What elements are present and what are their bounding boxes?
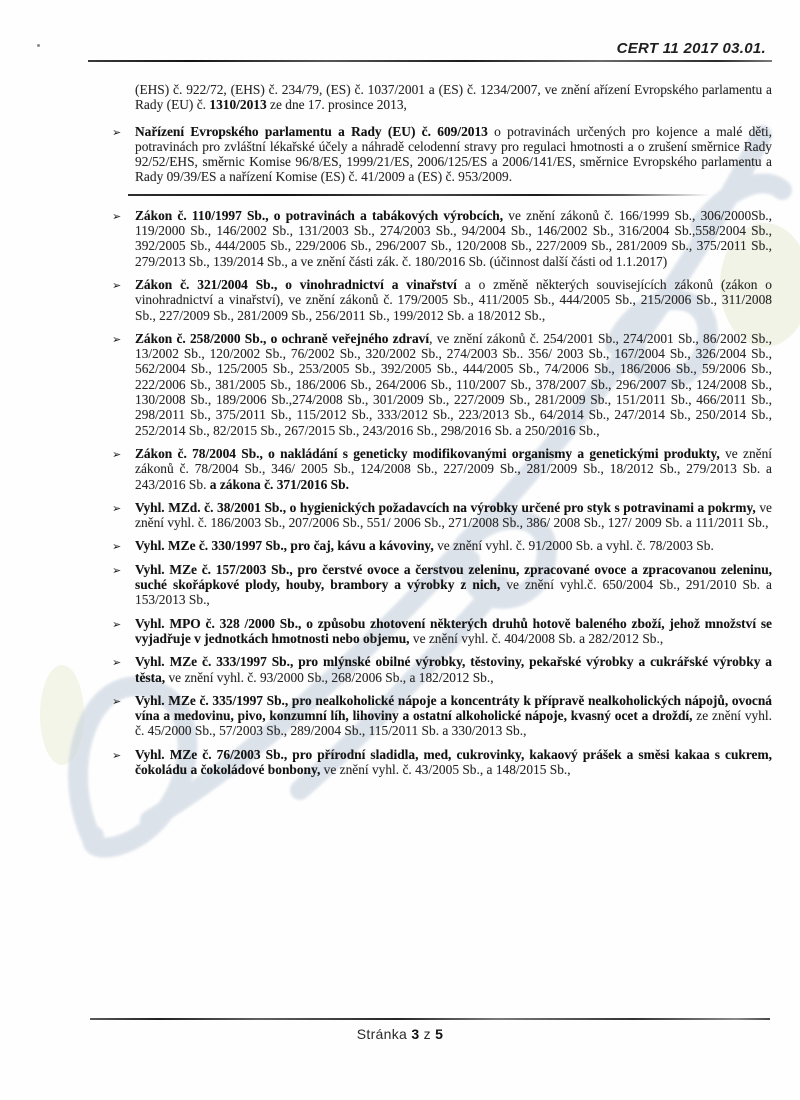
text-run-bold: a zákona č. 371/2016 Sb. [209, 476, 349, 492]
bullet-arrow-icon: ➢ [112, 540, 122, 554]
text-run-bold: Vyhl. MPO č. 328 /2000 Sb., o způsobu zhotovení některých druhů hotově baleného zboží, jehož množství se vyjadřuje v jednotkách hmotnosti nebo objemu, [135, 615, 772, 646]
text-run: ve znění vyhl. č. 186/2003 Sb., 207/2006 Sb., 551/ 2006 Sb., 271/2008 Sb., 386/ 2008 Sb., 127/ 2009 Sb. a 111/2011 Sb., [135, 499, 772, 531]
list-item [112, 277, 772, 323]
page-number [0, 1026, 800, 1042]
text-run-bold: Vyhl. MZe č. 335/1997 Sb., pro nealkoholické nápoje a koncentráty k přípravě nealkoholických nápojů, ovocná vína a medovinu, pivo, konzumní líh, lihoviny a ostatní alkoholické nápoje, kvasný ocet a droždí, [135, 692, 772, 724]
eu-regulation-list [112, 124, 772, 185]
text-run: ve znění zákonů č. 166/1999 Sb., 306/2000Sb., 119/2000 Sb., 146/2002 Sb., 131/2003 Sb., 274/2003 Sb., 94/2004 Sb., 146/2002 Sb., 316/2004 Sb.,558/2004 Sb., 392/2005 Sb., 444/2005 Sb., 229/2006 Sb., 296/2007 Sb., 120/2008 Sb., 227/2009 Sb., 281/2009 Sb., 375/2011 Sb., 279/2013 Sb., 139/2014 Sb., a ve znění části zák. č. 180/2016 Sb. (účinnost další části od 1.1.2017) [135, 207, 772, 269]
text-run: ve znění vyhl. č. 91/2000 Sb. a vyhl. č. 78/2003 Sb. [433, 538, 714, 554]
list-item-text [135, 747, 772, 778]
law-list [112, 208, 772, 778]
bullet-arrow-icon: ➢ [112, 656, 122, 670]
text-run: ze znění vyhl. č. 45/2000 Sb., 57/2003 Sb., 289/2004 Sb., 115/2011 Sb. a 330/2013 Sb., [135, 708, 772, 739]
text-run: ve znění vyhl. č. 43/2005 Sb., a 148/2015 Sb., [320, 761, 571, 777]
text-run: ve znění zákonů č. 78/2004 Sb., 346/ 2005 Sb., 124/2008 Sb., 227/2009 Sb., 281/2009 Sb., 18/2012 Sb., 279/2013 Sb. a 243/2016 Sb. [135, 445, 772, 492]
bullet-arrow-icon: ➢ [112, 447, 122, 461]
list-item [112, 562, 772, 608]
list-item [112, 693, 772, 739]
text-run: o potravinách určených pro kojence a malé děti, potravinách pro zvláštní lékařské účely a náhradě celodenní stravy pro regulaci hmotnosti a o zrušení směrnice Rady 92/52/EHS, směrnic Komise 96/8/ES, 1999/21/ES, 2006/125/ES a 2006/141/ES, směrnice Evropského parlamentu a Rady 09/39/ES a nařízení Komise (ES) č. 41/2009 a (ES) č. 953/2009. [135, 123, 772, 185]
list-item [112, 446, 772, 492]
text-run-bold: 1310/2013 [209, 97, 267, 113]
bullet-arrow-icon: ➢ [112, 501, 122, 515]
bullet-arrow-icon: ➢ [112, 563, 122, 577]
bullet-arrow-icon: ➢ [112, 278, 122, 292]
text-run-bold: Zákon č. 110/1997 Sb., o potravinách a tabákových výrobcích, [135, 207, 504, 223]
text-run: , ve znění zákonů č. 254/2001 Sb., 274/2001 Sb., 86/2002 Sb., 13/2002 Sb., 120/2002 Sb., 76/2002 Sb., 320/2002 Sb., 274/2003 Sb.. 356/ 2003 Sb., 167/2004 Sb., 326/2004 Sb., 562/2004 Sb., 125/2005 Sb., 253/2005 Sb., 392/2005 Sb., 444/2005 Sb., 74/2006 Sb., 186/2006 Sb., 59/2006 Sb., 222/2006 Sb., 381/2005 Sb., 186/2006 Sb., 264/2006 Sb., 110/2007 Sb., 378/2007 Sb., 296/2007 Sb., 124/2008 Sb., 130/2008 Sb., 189/2006 Sb.,274/2008 Sb., 301/2009 Sb., 227/2009 Sb., 281/2009 Sb., 151/2011 Sb., 466/2011 Sb., 298/2011 Sb., 375/2011 Sb., 115/2012 Sb., 333/2012 Sb., 223/2013 Sb., 64/2014 Sb., 247/2014 Sb., 250/2014 Sb., 252/2014 Sb., 82/2015 Sb., 267/2015 Sb., 243/2016 Sb., 298/2016 Sb. a 250/2016 Sb., [135, 330, 772, 438]
document-body [112, 82, 772, 785]
text-run: ve znění vyhl.č. 650/2004 Sb., 291/2010 Sb. a 153/2013 Sb., [135, 577, 772, 608]
text-run-bold: Zákon č. 258/2000 Sb., o ochraně veřejného zdraví [135, 330, 430, 346]
page-number-label: Stránka [356, 1026, 408, 1042]
text-run: ze dne 17. prosince 2013, [266, 97, 407, 113]
page-number-current: 3 [411, 1026, 420, 1042]
bullet-arrow-icon: ➢ [112, 748, 122, 762]
list-item [112, 616, 772, 647]
list-item-text [135, 654, 772, 685]
list-item-text [135, 538, 772, 553]
page-number-separator: z [423, 1026, 431, 1042]
text-run-bold: Vyhl. MZe č. 333/1997 Sb., pro mlýnské obilné výrobky, těstoviny, pekařské výrobky a cukrářské výrobky a těsta, [135, 654, 772, 685]
list-item-text [135, 693, 772, 739]
text-run-bold: Vyhl. MZe č. 76/2003 Sb., pro přírodní sladidla, med, cukrovinky, kakaový prášek a směsi kakaa s cukrem, čokoládu a čokoládové bonbony, [135, 746, 772, 777]
bullet-arrow-icon: ➢ [112, 209, 122, 223]
bullet-arrow-icon: ➢ [112, 332, 122, 346]
bullet-arrow-icon: ➢ [112, 694, 122, 708]
list-item [112, 747, 772, 778]
text-run-bold: Vyhl. MZe č. 330/1997 Sb., pro čaj, kávu a kávoviny, [135, 538, 434, 554]
text-run-bold: Zákon č. 78/2004 Sb., o nakládání s geneticky modifikovanými organismy a genetickými produkty, [135, 445, 720, 461]
list-item-text [135, 562, 772, 608]
list-item-text [135, 331, 772, 438]
document-reference: CERT 11 2017 03.01. [616, 40, 766, 57]
scan-artifact-dot [37, 44, 40, 47]
list-item [112, 654, 772, 685]
text-run-bold: Vyhl. MZe č. 157/2003 Sb., pro čerstvé ovoce a čerstvou zeleninu, zpracované ovoce a zpracovanou zeleninu, suché skořápkové plody, houby, brambory a výrobky z nich, [135, 561, 772, 593]
list-item-text [135, 446, 772, 492]
text-run: a o změně některých souvisejících zákonů (zákon o vinohradnictví a vinařství), ve znění zákonů č. 179/2005 Sb., 411/2005 Sb., 444/2005 Sb., 215/2006 Sb., 311/2008 Sb., 227/2009 Sb., 281/2009 Sb., 256/2011 Sb., 199/2012 Sb. a 18/2012 Sb., [135, 276, 772, 323]
section-rule [128, 194, 710, 196]
text-run: ve znění vyhl. č. 404/2008 Sb. a 282/2012 Sb., [409, 630, 664, 646]
text-run-bold: Zákon č. 321/2004 Sb., o vinohradnictví a vinařství [135, 276, 457, 292]
text-run: (EHS) č. 922/72, (EHS) č. 234/79, (ES) č. 1037/2001 a (ES) č. 1234/2007, ve znění ařízení Evropského parlamentu a Rady (EU) č. [135, 82, 772, 113]
footer-rule [90, 1018, 770, 1020]
list-item-text [135, 208, 772, 269]
page-number-total: 5 [435, 1026, 444, 1042]
list-item-text [135, 124, 772, 185]
list-item-text [135, 500, 772, 531]
text-run-bold: Nařízení Evropského parlamentu a Rady (EU) č. 609/2013 [135, 123, 488, 139]
bullet-arrow-icon: ➢ [112, 617, 122, 631]
text-run-bold: Vyhl. MZd. č. 38/2001 Sb., o hygienických požadavcích na výrobky určené pro styk s potravinami a pokrmy, [135, 499, 756, 515]
bullet-arrow-icon: ➢ [112, 125, 122, 139]
list-item [112, 208, 772, 269]
text-run: ve znění vyhl. č. 93/2000 Sb., 268/2006 Sb., a 182/2012 Sb., [165, 669, 494, 685]
header-rule [88, 60, 772, 62]
list-item [112, 124, 772, 185]
list-item [112, 331, 772, 438]
intro-paragraph [135, 82, 772, 113]
list-item-text [135, 277, 772, 323]
list-item [112, 500, 772, 531]
list-item [112, 538, 772, 553]
list-item-text [135, 616, 772, 647]
